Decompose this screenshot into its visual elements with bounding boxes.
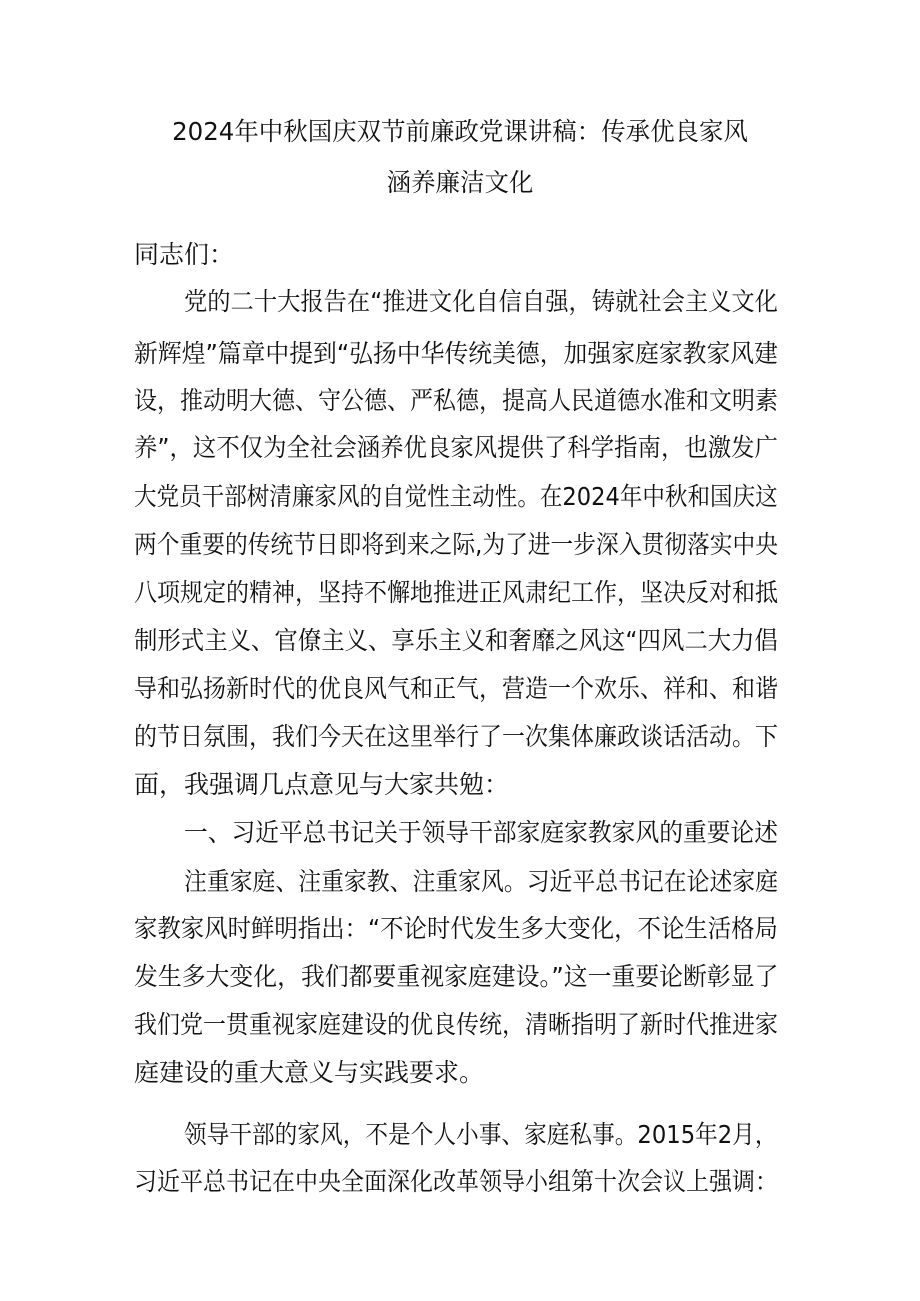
paragraph-2-line-4: 我们党一贯重视家庭建设的优良传统，清晰指明了新时代推进家 xyxy=(134,1010,779,1039)
document-title-line-1: 2024年中秋国庆双节前廉政党课讲稿：传承优良家风 xyxy=(172,117,748,146)
paragraph-2-line-1: 注重家庭、注重家教、注重家风。习近平总书记在论述家庭 xyxy=(184,867,779,896)
paragraph-1-line-6: 两个重要的传统节日即将到来之际,为了进一步深入贯彻落实中央 xyxy=(134,530,778,559)
paragraph-1-line-5: 大党员干部树清廉家风的自觉性主动性。在2024年中秋和国庆这 xyxy=(134,482,778,511)
section-heading-1: 一、习近平总书记关于领导干部家庭家教家风的重要论述 xyxy=(184,818,779,847)
document-title-line-2: 涵养廉洁文化 xyxy=(386,168,534,197)
paragraph-1-line-4: 养”，这不仅为全社会涵养优良家风提供了科学指南，也激发广 xyxy=(134,433,778,462)
paragraph-1-line-9: 导和弘扬新时代的优良风气和正气，营造一个欢乐、祥和、和谐 xyxy=(134,674,779,703)
paragraph-1-line-3: 设，推动明大德、守公德、严私德，提高人民道德水准和文明素 xyxy=(134,386,779,415)
paragraph-1-line-2: 新辉煌”篇章中提到“弘扬中华传统美德，加强家庭家教家风建 xyxy=(134,339,778,368)
paragraph-2-line-5: 庭建设的重大意义与实践要求。 xyxy=(134,1058,485,1087)
paragraph-1-line-1: 党的二十大报告在“推进文化自信自强，铸就社会主义文化 xyxy=(184,287,778,316)
paragraph-2-line-2: 家教家风时鲜明指出：“不论时代发生多大变化，不论生活格局 xyxy=(134,914,778,943)
paragraph-3-line-1: 领导干部的家风，不是个人小事、家庭私事。2015年2月， xyxy=(184,1120,778,1149)
paragraph-3-line-2: 习近平总书记在中央全面深化改革领导小组第十次会议上强调： xyxy=(134,1167,779,1196)
greeting: 同志们： xyxy=(134,240,235,269)
paragraph-1-line-7: 八项规定的精神，坚持不懈地推进正风肃纪工作，坚决反对和抵 xyxy=(134,578,779,607)
paragraph-1-line-11: 面，我强调几点意见与大家共勉： xyxy=(134,770,510,799)
paragraph-2-line-3: 发生多大变化，我们都要重视家庭建设。”这一重要论断彰显了 xyxy=(134,962,779,991)
paragraph-1-line-8: 制形式主义、官僚主义、享乐主义和奢靡之风这“四风二大力倡 xyxy=(134,626,778,655)
paragraph-1-line-10: 的节日氛围，我们今天在这里举行了一次集体廉政谈话活动。下 xyxy=(134,722,779,751)
